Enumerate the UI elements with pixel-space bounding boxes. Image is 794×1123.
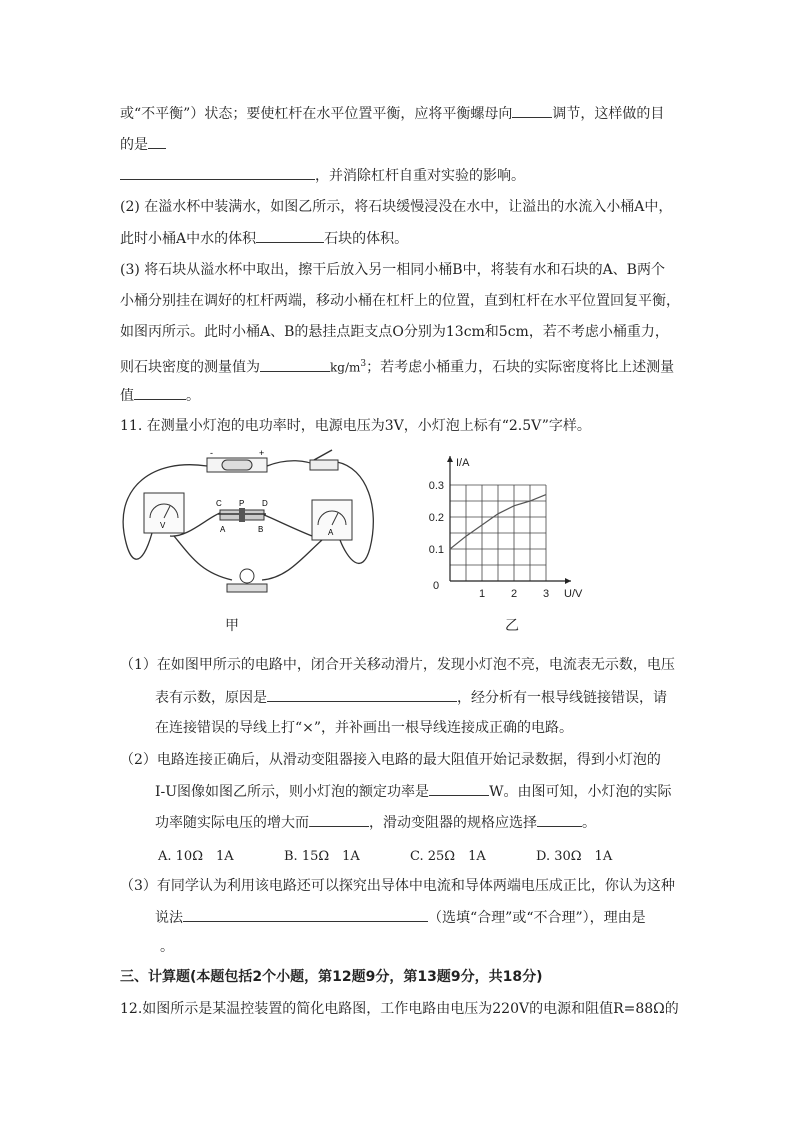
option-b[interactable]: B. 15Ω 1A <box>284 849 360 864</box>
q10-part2-line-2: 此时小桶A中水的体积 石块的体积。 <box>120 228 408 249</box>
q10-line-2: 的是 <box>120 134 166 155</box>
option-c[interactable]: C. 25Ω 1A <box>410 849 486 864</box>
answer-blank[interactable] <box>309 812 369 827</box>
q10-part3-line-5: 值 。 <box>120 385 200 406</box>
y-axis-label: I/A <box>456 457 470 469</box>
section-title: 三、计算题(本题包括2个小题，第12题9分，第13题9分，共18分) <box>120 969 543 985</box>
rheostat-icon <box>216 499 268 534</box>
svg-text:C: C <box>216 499 222 508</box>
battery-icon <box>207 448 267 472</box>
chart-grid <box>450 485 546 581</box>
svg-text:A: A <box>328 528 334 537</box>
q10-line-3: ，并消除杠杆自重对实验的影响。 <box>120 165 525 186</box>
answer-blank[interactable] <box>260 357 330 372</box>
q10-part3-line-3: 如图丙所示。此时小桶A、B的悬挂点距支点O分别为13cm和5cm，若不考虑小桶重力， <box>120 324 669 340</box>
chart-caption: 乙 <box>505 618 519 634</box>
svg-text:V: V <box>160 521 166 530</box>
iu-chart <box>420 448 600 608</box>
x-tick-label: 2 <box>510 588 518 600</box>
origin-label: 0 <box>432 580 440 592</box>
svg-text:A: A <box>220 525 226 534</box>
answer-blank[interactable] <box>537 812 582 827</box>
x-axis-arrow <box>565 578 571 584</box>
option-d[interactable]: D. 30Ω 1A <box>536 849 613 864</box>
q11-sub1-line-3: 在连接错误的导线上打“×”，并补画出一根导线连接成正确的电路。 <box>155 720 574 736</box>
q10-part3-line-4: 则石块密度的测量值为 $kg/m^3$；若考虑小桶重力，石块的实际密度将比上述测量 <box>120 354 674 378</box>
circuit-diagram <box>112 448 382 608</box>
q11-sub1-line-1: （1）在如图甲所示的电路中，闭合开关移动滑片，发现小灯泡不亮，电流表无示数，电压 <box>120 657 675 673</box>
q11-sub2-line-2: I-U图像如图乙所示，则小灯泡的额定功率是 W。由图可知，小灯泡的实际 <box>155 781 671 802</box>
q10-part3-line-1: (3) 将石块从溢水杯中取出，擦干后放入另一相同小桶B中，将装有水和石块的A、B两个 <box>120 262 665 278</box>
svg-text:B: B <box>258 525 264 534</box>
y-tick-label: 0.1 <box>428 544 444 556</box>
switch-icon <box>310 450 338 470</box>
answer-blank[interactable] <box>183 907 428 922</box>
wire <box>174 536 232 580</box>
q10-line-1: 或“不平衡”）状态；要使杠杆在水平位置平衡，应将平衡螺母向 调节，这样做的目 <box>120 103 664 124</box>
option-a[interactable]: A. 10Ω 1A <box>158 849 234 864</box>
wire <box>262 540 322 580</box>
y-tick-label: 0.3 <box>428 480 444 492</box>
ammeter-icon <box>312 500 352 540</box>
q11-sub3-line-1: （3）有同学认为利用该电路还可以探究出导体中电流和导体两端电压成正比，你认为这种 <box>120 878 675 894</box>
answer-blank[interactable] <box>134 385 186 400</box>
answer-blank[interactable] <box>148 134 166 149</box>
wire <box>262 514 312 536</box>
svg-text:P: P <box>239 499 245 508</box>
x-tick-label: 1 <box>478 588 486 600</box>
q11-sub2-line-3: 功率随实际电压的增大而 ，滑动变阻器的规格应选择 。 <box>155 812 596 833</box>
answer-blank[interactable] <box>512 103 552 118</box>
q10-part3-line-2: 小桶分别挂在调好的杠杆两端，移动小桶在杠杆上的位置，直到杠杆在水平位置回复平衡， <box>120 293 680 309</box>
answer-blank[interactable] <box>429 781 489 796</box>
circuit-caption: 甲 <box>225 618 239 634</box>
answer-blank[interactable] <box>256 228 324 243</box>
answer-blank[interactable] <box>120 165 315 180</box>
q11-sub1-line-2: 表有示数，原因是 ，经分析有一根导线链接错误，请 <box>155 687 667 708</box>
voltmeter-icon <box>144 493 184 533</box>
y-tick-label: 0.2 <box>428 512 444 524</box>
q11-sub2-line-1: （2）电路连接正确后，从滑动变阻器接入电路的最大阻值开始记录数据，得到小灯泡的 <box>120 752 661 768</box>
answer-blank[interactable] <box>267 687 457 702</box>
q11-stem: 11. 在测量小灯泡的电功率时，电源电压为3V，小灯泡上标有“2.5V”字样。 <box>120 418 591 434</box>
chart-ticks <box>429 457 583 600</box>
svg-text:+: + <box>259 448 265 458</box>
q10-part2-line-1: (2) 在溢水杯中装满水，如图乙所示，将石块缓慢浸没在水中，让溢出的水流入小桶A中， <box>120 199 673 215</box>
q12-stem: 12.如图所示是某温控装置的简化电路图，工作电路由电压为220V的电源和阻值R=88Ω的 <box>120 1001 679 1017</box>
x-axis-label: U/V <box>564 588 583 600</box>
q11-sub3-line-2: 说法 （选填“合理”或“不合理”），理由是 <box>155 907 646 928</box>
bulb-icon <box>227 569 267 592</box>
y-axis-arrow <box>447 456 453 462</box>
svg-text:D: D <box>262 499 268 508</box>
svg-text:-: - <box>210 448 213 458</box>
q11-sub3-line-3: 。 <box>160 939 174 955</box>
x-tick-label: 3 <box>542 588 550 600</box>
